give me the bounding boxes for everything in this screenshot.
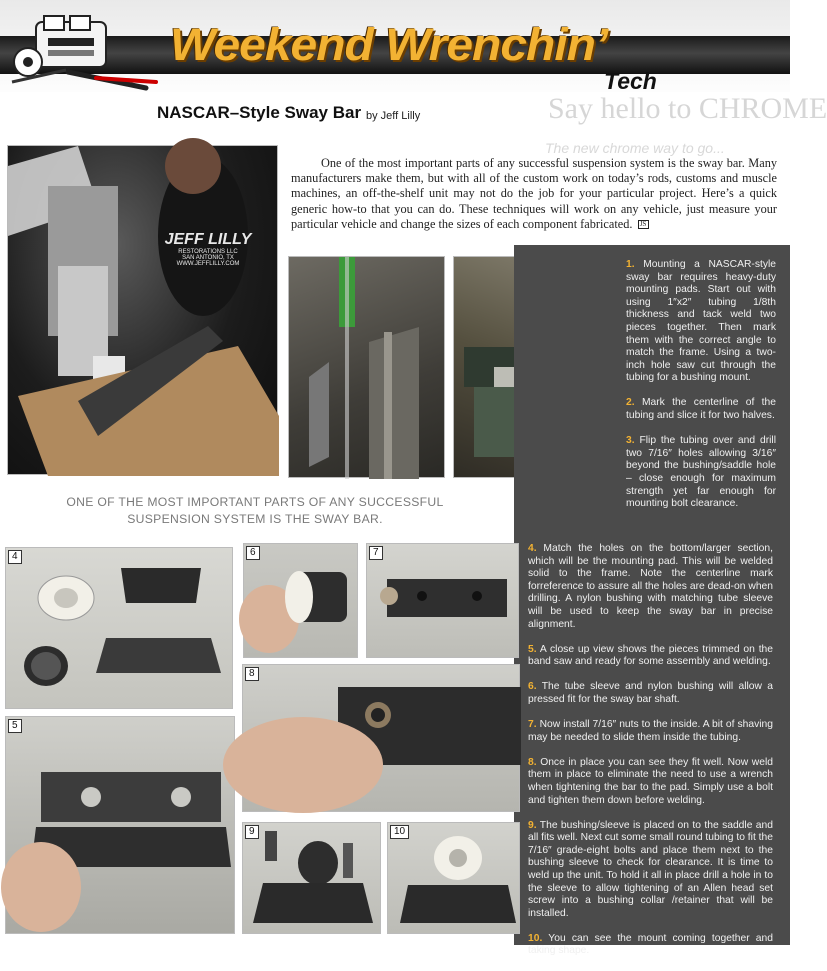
step-10: 10. You can see the mount coming together and taking shape. [528,932,773,957]
photo-drill-press [7,145,278,475]
step-8: 8. Once in place you can see they fit well. Now weld them in place to eliminate the need to use a wrench when tightening the bar to the pad. Simply use a bolt and tighten them down before welding. [528,756,773,806]
photo-7-tubing [366,543,519,658]
step-9: 9. The bushing/sleeve is placed on to the saddle and all fits well. Next cut some small round tubing to fit the 7/16″ grade-eight bolts and place them next to the bushing sleeve to check for clearance. It is time to weld up the unit. To hold it all in place drill a hole in to the sleeve to allow tightening of an Allen head set screw into a bushing collar /retainer that will be installed. [528,819,773,919]
step-1: 1. Mounting a NASCAR-style sway bar requires heavy-duty mounting pads. Start out with using 1″x2″ tubing 1/8th thickness and tack weld two pieces together. Then mark them with the correct angle to match the frame. Using a two-inch hole saw cut through the tubing for a bushing mount. [626,259,776,384]
drill-press-illustration [8,146,279,476]
parts-illustration [6,548,234,710]
byline: by Jeff Lilly [366,110,421,122]
photo-4-parts [5,547,233,709]
bushing-illustration [244,544,359,659]
step-2: 2. Mark the centerline of the tubing and slice it for two halves. [626,397,776,422]
step-7: 7. Now install 7/16″ nuts to the inside. A bit of shaving may be needed to slide them inside the tubing. [528,719,773,743]
photo-label-6: 6 [246,546,260,560]
shirt-line-2: SAN ANTONIO, TX [182,255,234,261]
background-ghost-subtext: The new chrome way to go... [545,140,725,156]
closeup-illustration [6,717,236,935]
assembled-illustration [388,823,521,935]
photo-label-8: 8 [245,667,259,681]
photo-8-nut-installed [242,664,520,812]
step-6: 6. The tube sleeve and nylon bushing will allow a pressed fit for the sway bar shaft. [528,681,773,705]
intro-text: One of the most important parts of any successful suspension system is the sway bar. Many manufacturers make them, but with all of the custom work on today’s rods, customs and muscle machines, an off-the-shelf unit may not do the job for your particular project. Here’s a quick generic how-to that you can do. These techniques will work on any vehicle, just measure your particular vehicle and change the sizes of each component fabricated. [291,156,777,231]
intro-paragraph [291,156,777,232]
shirt-brand: JEFF LILLY [164,231,252,248]
photo-6-bushing [243,543,358,658]
steps-column-top [626,259,776,523]
photo-label-7: 7 [369,546,383,560]
section-label: Tech [604,68,657,94]
step-5: 5. A close up view shows the pieces trimmed on the band saw and ready for some assembly and welding. [528,643,774,668]
photo-band-saw [288,256,445,478]
band-saw-illustration [289,257,446,479]
step-3: 3. Flip the tubing over and drill two 7/16″ holes allowing 3/16″ beyond the bushing/saddle hole – close enough for maximum strength yet far enough for mounting bolt clearance. [626,435,776,510]
background-ghost-text: Say hello to CHROME [548,92,827,125]
saddle-illustration [243,823,382,935]
article-title: NASCAR–Style Sway Bar [157,103,362,122]
end-mark-icon: JS [638,220,649,229]
tubing-illustration [367,544,520,659]
series-title: Weekend Wrenchin’ [170,20,608,71]
photo-9-saddle [242,822,381,934]
photo-label-10: 10 [390,825,409,839]
photo-10-assembled [387,822,520,934]
step-4: 4. Match the holes on the bottom/larger section, which will be the mounting pad. This will be welded solid to the frame. Note the centerline mark forreference to assure all the holes are dead-on when drilling. A nylon bushing with matching tube sleeve will be used to keep the sway bar in precise alignment. [528,543,773,630]
steps-column-bottom [528,543,773,971]
nut-installed-illustration [243,665,521,813]
shirt-line-3: WWW.JEFFLILLY.COM [176,261,240,267]
photo-5-closeup [5,716,235,934]
pull-quote-line-1: ONE OF THE MOST IMPORTANT PARTS OF ANY SUCCESSFUL [66,495,444,509]
pull-quote [40,494,470,528]
shirt-line-1: RESTORATIONS LLC [178,249,238,255]
photo-label-9: 9 [245,825,259,839]
engine-logo-illustration [8,12,158,94]
photo-label-5: 5 [8,719,22,733]
pull-quote-line-2: SUSPENSION SYSTEM IS THE SWAY BAR. [127,512,383,526]
photo-label-4: 4 [8,550,22,564]
